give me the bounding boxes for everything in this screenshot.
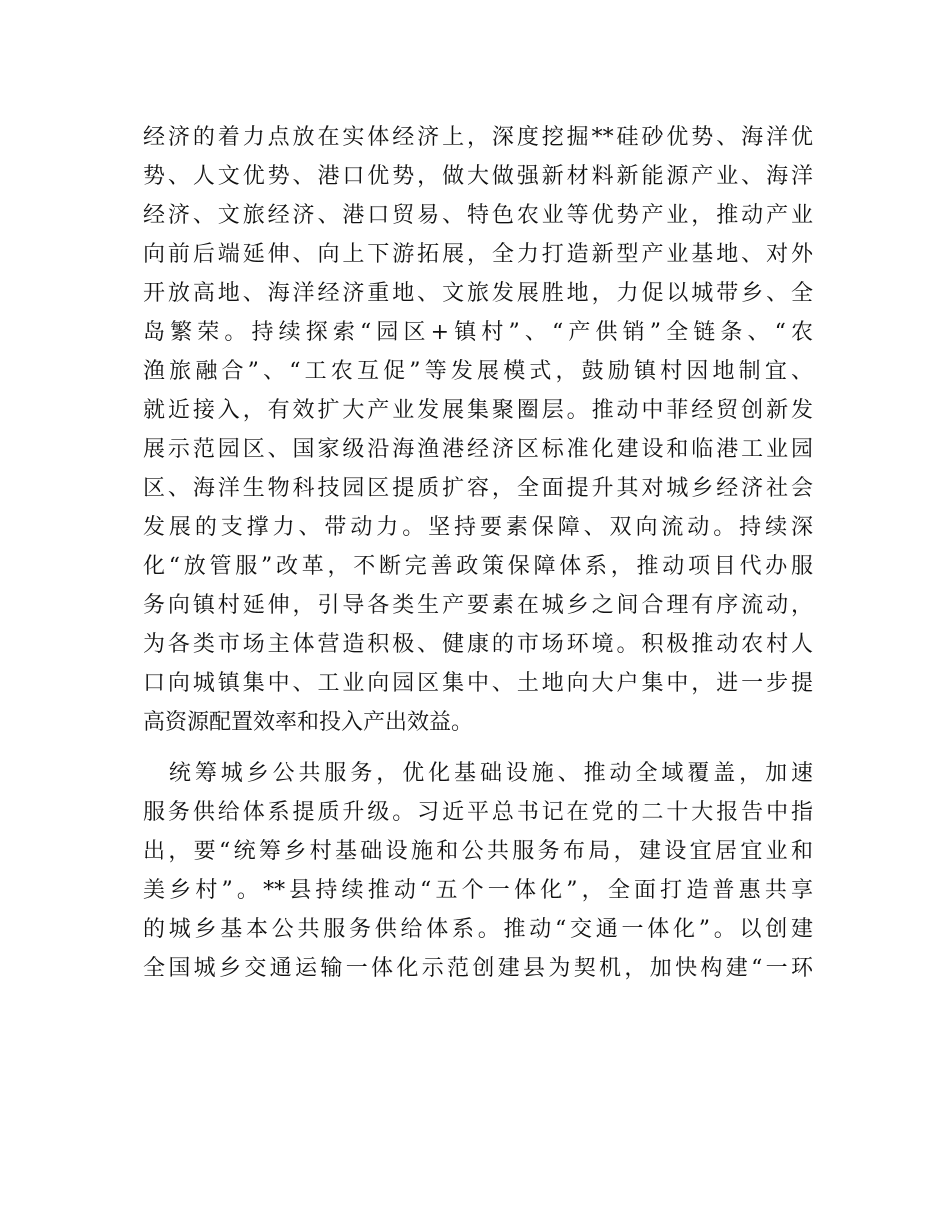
text-line: 向前后端延伸、向上下游拓展，全力打造新型产业基地、对外 [143,242,813,267]
text-line: 经济、文旅经济、港口贸易、特色农业等优势产业，推动产业 [143,203,813,228]
text-line: 经济的着力点放在实体经济上，深度挖掘**硅砂优势、海洋优 [143,125,813,150]
text-line: 为各类市场主体营造积极、健康的市场环境。积极推动农村人 [143,632,813,657]
text-line: 岛繁荣。持续探索“园区+镇村”、“产供销”全链条、“农 [143,320,813,345]
text-line: 就近接入，有效扩大产业发展集聚圈层。推动中菲经贸创新发 [143,398,813,423]
text-line: 务向镇村延伸，引导各类生产要素在城乡之间合理有序流动， [143,593,813,618]
text-line: 发展的支撑力、带动力。坚持要素保障、双向流动。持续深 [143,515,813,540]
text-line: 开放高地、海洋经济重地、文旅发展胜地，力促以城带乡、全 [143,281,813,306]
text-line: 出，要“统筹乡村基础设施和公共服务布局，建设宜居宜业和 [143,839,813,864]
text-line: 化“放管服”改革，不断完善政策保障体系，推动项目代办服 [143,554,813,579]
text-line: 统筹城乡公共服务，优化基础设施、推动全域覆盖，加速 [143,761,813,786]
text-line: 口向城镇集中、工业向园区集中、土地向大户集中，进一步提 [143,671,813,696]
paragraph-1 [143,118,813,742]
text-line: 区、海洋生物科技园区提质扩容，全面提升其对城乡经济社会 [143,476,813,501]
text-line: 高资源配置效率和投入产出效益。 [143,710,474,735]
paragraph-2 [143,754,813,988]
document-body [143,118,813,988]
text-line: 渔旅融合”、“工农互促”等发展模式，鼓励镇村因地制宜、 [143,359,813,384]
text-line: 全国城乡交通运输一体化示范创建县为契机，加快构建“一环 [143,956,813,981]
text-line: 的城乡基本公共服务供给体系。推动“交通一体化”。以创建 [143,917,813,942]
text-line: 服务供给体系提质升级。习近平总书记在党的二十大报告中指 [143,800,813,825]
paragraph-spacer [143,742,813,754]
text-line: 美乡村”。**县持续推动“五个一体化”，全面打造普惠共享 [143,878,813,903]
text-line: 展示范园区、国家级沿海渔港经济区标准化建设和临港工业园 [143,437,813,462]
text-line: 势、人文优势、港口优势，做大做强新材料新能源产业、海洋 [143,164,813,189]
